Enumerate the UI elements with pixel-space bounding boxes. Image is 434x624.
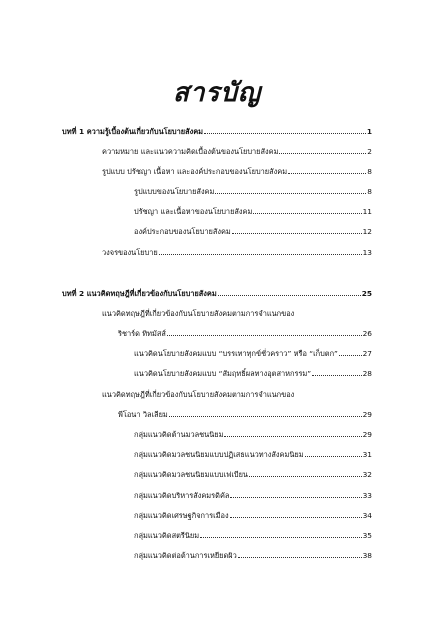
toc-entry	[134, 443, 372, 459]
toc-page-number: 26	[362, 329, 372, 338]
toc-dot-leader	[339, 355, 362, 356]
toc-page-number: 31	[362, 450, 372, 459]
toc-entry	[134, 504, 372, 520]
toc-page-number: 35	[362, 531, 372, 540]
toc-page-number: 34	[362, 511, 372, 520]
toc-entry-text: บทที่ 2 แนวคิดทฤษฎีที่เกี่ยวข้องกับนโยบายสังคม	[62, 289, 217, 298]
toc-dot-leader	[215, 193, 366, 194]
toc-entry	[102, 302, 372, 318]
toc-dot-leader	[167, 335, 362, 336]
toc-entry-text: ความหมาย และแนวความคิดเบื้องต้นของนโยบายสังคม	[102, 147, 279, 156]
toc-page-number: 27	[362, 349, 372, 358]
toc-entry	[134, 342, 372, 358]
toc-entry	[134, 423, 372, 439]
toc-entry-text: องค์ประกอบของนโยบายสังคม	[134, 227, 231, 236]
toc-entry	[134, 544, 372, 560]
toc-entry-text: กลุ่มแนวคิดบริหารสังคมรดิคัล	[134, 491, 230, 500]
toc-entry	[134, 463, 372, 479]
toc-dot-leader	[253, 213, 361, 214]
toc-entry	[134, 362, 372, 378]
toc-page-number: 1	[366, 127, 372, 136]
toc-entry-text: รูปแบบของนโยบายสังคม	[134, 187, 215, 196]
toc-page-number: 8	[367, 187, 372, 196]
toc-page-number: 2	[367, 147, 372, 156]
toc-dot-leader	[312, 375, 361, 376]
toc-entry-text: กลุ่มแนวคิดเศรษฐกิจการเมือง	[134, 511, 229, 520]
toc-entry-text: แนวคิดทฤษฎีที่เกี่ยวข้องกับนโยบายสังคมตามการจำแนกของ	[102, 309, 295, 318]
toc-page-number: 29	[362, 410, 372, 419]
toc-page-number: 13	[362, 248, 372, 257]
toc-entry	[134, 200, 372, 216]
toc-entry-text: ปรัชญา และเนื้อหาของนโยบายสังคม	[134, 207, 253, 216]
toc-dot-leader	[218, 295, 361, 296]
toc-dot-leader	[230, 497, 361, 498]
page-title: สารบัญ	[172, 78, 262, 108]
toc-dot-leader	[230, 517, 362, 518]
toc-dot-leader	[238, 557, 362, 558]
toc-dot-leader	[288, 173, 366, 174]
toc-dot-leader	[200, 537, 361, 538]
toc-page-number: 33	[362, 491, 372, 500]
toc-entry	[118, 322, 372, 338]
toc-entry	[102, 140, 372, 156]
toc-page-number: 8	[367, 167, 372, 176]
toc-entry	[102, 383, 372, 399]
toc-page-number: 28	[362, 369, 372, 378]
toc-entry-text: พีโอนา วิลเลียม	[118, 410, 168, 419]
toc-dot-leader	[232, 233, 362, 234]
toc-dot-leader	[305, 456, 362, 457]
toc-entry	[102, 160, 372, 176]
toc-dot-leader	[279, 153, 366, 154]
toc-entry	[118, 403, 372, 419]
toc-entry	[134, 180, 372, 196]
toc-dot-leader	[249, 476, 362, 477]
toc-dot-leader	[224, 436, 361, 437]
toc-entry	[102, 241, 372, 257]
toc-page-number: 29	[362, 430, 372, 439]
toc-entry-text: รูปแบบ ปรัชญา เนื้อหา และองค์ประกอบของนโยบายสังคม	[102, 167, 288, 176]
toc-page-number: 12	[362, 227, 372, 236]
toc-entry	[134, 220, 372, 236]
toc-entry	[134, 484, 372, 500]
toc-entry-text: แนวคิดนโยบายสังคมแบบ “บรรเทาทุกข์ชั่วคราว” หรือ “เก็บตก”	[134, 349, 338, 358]
toc-chapter-entry	[62, 282, 372, 298]
toc-entry-text: กลุ่มแนวคิดต้านมวลชนนิยม	[134, 430, 224, 439]
toc-entry-text: วงจรของนโยบาย	[102, 248, 158, 257]
toc-dot-leader	[204, 133, 366, 134]
toc-entry-text: แนวคิดนโยบายสังคมแบบ “สัมฤทธิ์ผลทางอุตสาหกรรม”	[134, 369, 312, 378]
toc-chapter-entry	[62, 120, 372, 136]
toc-dot-leader	[159, 254, 362, 255]
toc-entry-text: ริชาร์ด ทิทมัสส์	[118, 329, 166, 338]
toc-entry-text: กลุ่มแนวคิดมวลชนนิยมแบบปฏิเสธแนวทางสังคมนิยม	[134, 450, 304, 459]
toc-entry-text: กลุ่มแนวคิดมวลชนนิยมแบบเฟเบียน	[134, 470, 248, 479]
toc-entry-text: บทที่ 1 ความรู้เบื้องต้นเกี่ยวกับนโยบายสังคม	[62, 127, 204, 136]
toc-entry-text: กลุ่มแนวคิดสตรีนิยม	[134, 531, 200, 540]
toc-entry-text: แนวคิดทฤษฎีที่เกี่ยวข้องกับนโยบายสังคมตามการจำแนกของ	[102, 390, 295, 399]
toc-page-number: 11	[362, 207, 372, 216]
toc-entry	[134, 524, 372, 540]
toc-dot-leader	[169, 416, 362, 417]
toc-page-number: 38	[362, 551, 372, 560]
toc-page-number: 25	[361, 289, 372, 298]
toc-entry-text: กลุ่มแนวคิดต่อต้านการเหยียดผิว	[134, 551, 237, 560]
toc-page-number: 32	[362, 470, 372, 479]
